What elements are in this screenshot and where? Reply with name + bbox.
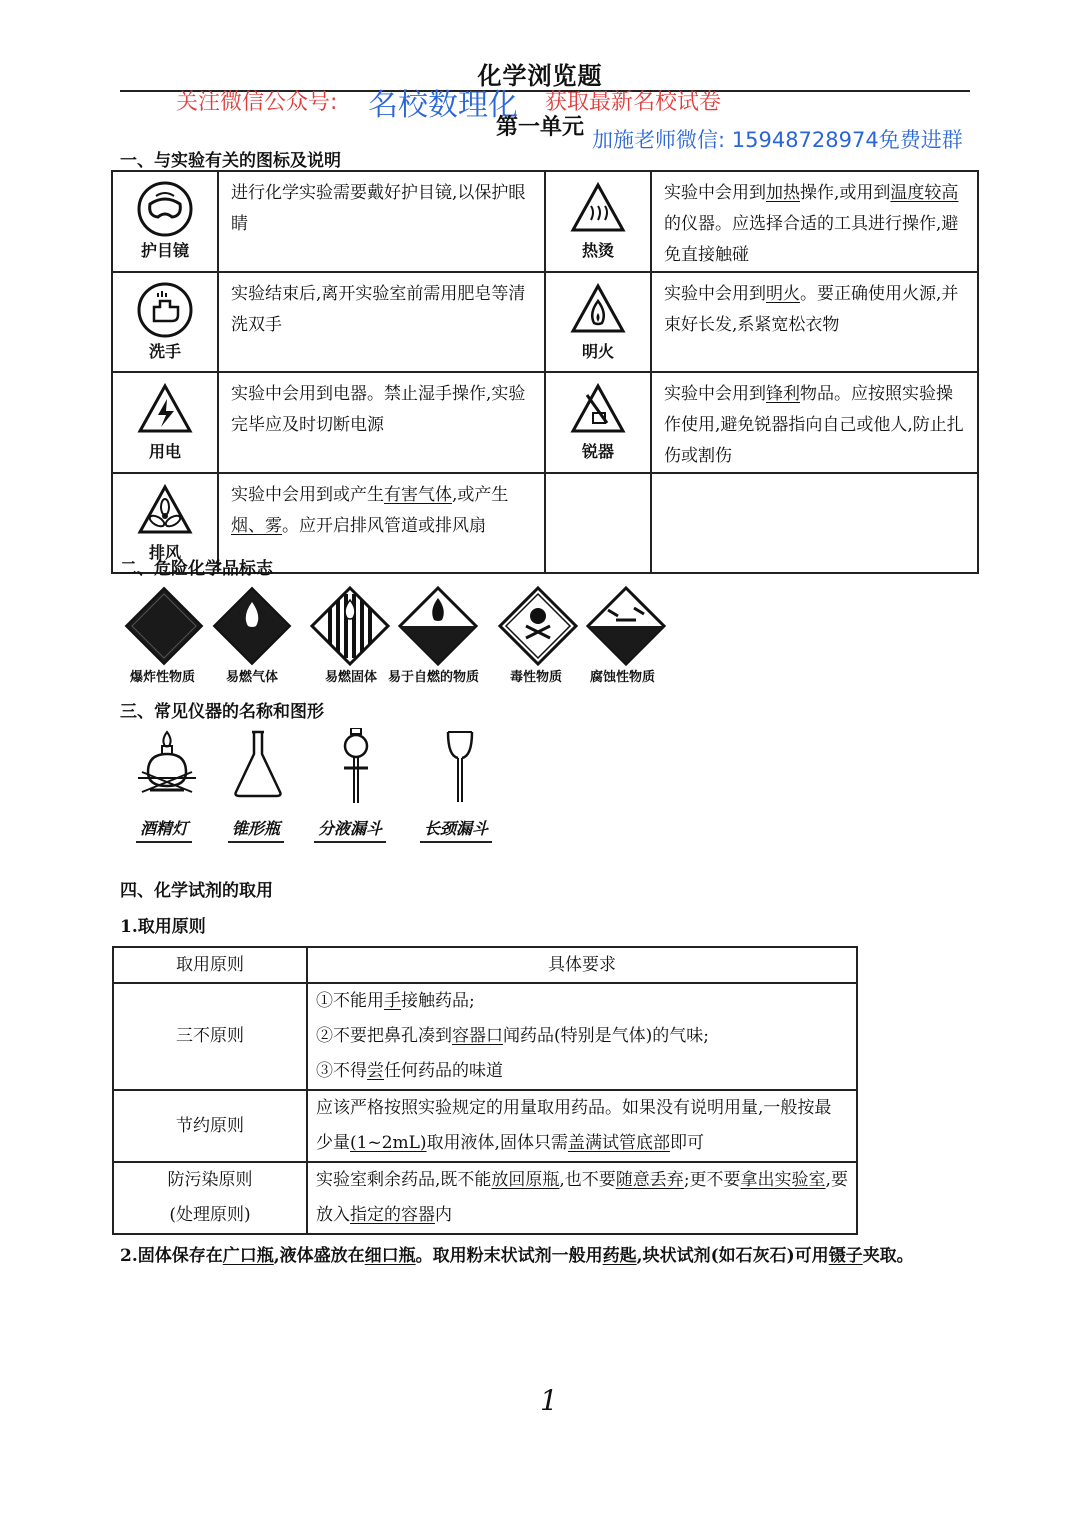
alcohol-lamp-icon <box>134 728 200 800</box>
toxic-diamond-icon <box>498 586 578 666</box>
hot-surface-desc: 实验中会用到加热操作,或用到温度较高的仪器。应选择合适的工具进行操作,避免直接触碰 <box>651 171 978 272</box>
watermark-text-3: 获取最新名校试卷 <box>545 90 722 115</box>
apparatus-label-long-neck-funnel: 长颈漏斗 <box>420 816 492 843</box>
open-flame-label: 明火 <box>581 342 614 361</box>
hazard-label-explosive: 爆炸性物质 <box>130 670 196 685</box>
page-number: 1 <box>540 1384 558 1417</box>
section3-heading: 三、常见仪器的名称和图形 <box>120 702 324 722</box>
sharp-object-cell <box>545 372 651 473</box>
rule-detail: 实验室剩余药品,既不能放回原瓶,也不要随意丢弃;更不要拿出实验室,要放入指定的容器内 <box>307 1162 857 1234</box>
hazard-label-flammable-solid: 易燃固体 <box>325 670 378 685</box>
reagent-rules-table <box>112 946 858 1235</box>
goggles-cell <box>112 171 218 272</box>
column-header: 取用原则 <box>113 947 307 983</box>
explosive-diamond-icon <box>124 586 204 666</box>
hazard-label-corrosive: 腐蚀性物质 <box>590 670 656 685</box>
apparatus-label-conical-flask: 锥形瓶 <box>228 816 284 843</box>
open-flame-desc: 实验中会用到明火。要正确使用火源,并束好长发,系紧宽松衣物 <box>651 272 978 372</box>
open-flame-icon <box>569 281 627 339</box>
column-header: 具体要求 <box>307 947 857 983</box>
electric-desc: 实验中会用到电器。禁止湿手操作,实验完毕应及时切断电源 <box>218 372 545 473</box>
sharp-object-label: 锐器 <box>581 442 614 461</box>
rule-detail: ①不能用手接触药品; ②不要把鼻孔凑到容器口闻药品(特别是气体)的气味; ③不得尝任何药品的味道 <box>307 983 857 1090</box>
exhaust-fan-icon <box>136 482 194 540</box>
section4-sub1: 1.取用原则 <box>120 917 206 937</box>
spontaneous-combustion-diamond-icon <box>398 586 478 666</box>
unit-title: 第一单元 <box>495 114 584 140</box>
hazard-label-spontaneous: 易于自燃的物质 <box>388 670 480 685</box>
hazard-label-flammable-gas: 易燃气体 <box>226 670 279 685</box>
storage-paragraph: 2.固体保存在广口瓶,液体盛放在细口瓶。取用粉末状试剂一般用药匙,块状试剂(如石灰石)可用镊子夹取。 <box>120 1246 914 1266</box>
exhaust-fan-label: 排风 <box>148 543 181 562</box>
electric-icon <box>136 381 194 439</box>
watermark-text-4: 加施老师微信: 15948728974免费进群 <box>592 128 963 152</box>
exhaust-fan-desc: 实验中会用到或产生有害气体,或产生烟、雾。应开启排风管道或排风扇 <box>218 473 545 573</box>
section2-heading: 二、危险化学品标志 <box>120 559 273 579</box>
rule-name: 三不原则 <box>113 983 307 1090</box>
conical-flask-icon <box>230 728 286 800</box>
goggles-desc: 进行化学实验需要戴好护目镜,以保护眼睛 <box>218 171 545 272</box>
corrosive-diamond-icon <box>586 586 666 666</box>
hand-wash-label: 洗手 <box>148 342 181 361</box>
sharp-object-desc: 实验中会用到锋利物品。应按照实验操作使用,避免锐器指向自己或他人,防止扎伤或割伤 <box>651 372 978 473</box>
rule-name: 防污染原则 (处理原则) <box>113 1162 307 1234</box>
watermark-text-2: 名校数理化 <box>368 88 518 123</box>
goggles-label: 护目镜 <box>140 241 189 260</box>
rule-name: 节约原则 <box>113 1090 307 1162</box>
electric-cell <box>112 372 218 473</box>
table-row <box>113 983 857 1090</box>
long-neck-funnel-icon <box>440 728 480 808</box>
hot-surface-label: 热烫 <box>581 241 614 260</box>
apparatus-label-alcohol-lamp: 酒精灯 <box>136 816 192 843</box>
page-title: 化学浏览题 <box>477 61 603 90</box>
flammable-gas-diamond-icon <box>212 586 292 666</box>
table-row <box>112 372 978 473</box>
table-header-row <box>113 947 857 983</box>
apparatus-label-separatory-funnel: 分液漏斗 <box>314 816 386 843</box>
watermark-text-1: 关注微信公众号: <box>176 90 338 115</box>
electric-label: 用电 <box>148 442 181 461</box>
hand-wash-icon <box>136 281 194 339</box>
hand-wash-desc: 实验结束后,离开实验室前需用肥皂等清洗双手 <box>218 272 545 372</box>
table-row <box>113 1162 857 1234</box>
hazard-label-toxic: 毒性物质 <box>510 670 563 685</box>
hand-wash-cell <box>112 272 218 372</box>
flammable-solid-diamond-icon <box>310 586 390 666</box>
table-row <box>113 1090 857 1162</box>
hot-surface-icon <box>569 180 627 238</box>
table-row <box>112 171 978 272</box>
separatory-funnel-icon <box>336 728 376 810</box>
hot-surface-cell <box>545 171 651 272</box>
empty-cell <box>545 473 651 573</box>
goggles-icon <box>136 180 194 238</box>
open-flame-cell <box>545 272 651 372</box>
section4-heading: 四、化学试剂的取用 <box>120 881 273 901</box>
table-row <box>112 272 978 372</box>
rule-detail: 应该严格按照实验规定的用量取用药品。如果没有说明用量,一般按最少量(1~2mL)取用液体,固体只需盖满试管底部即可 <box>307 1090 857 1162</box>
section1-heading: 一、与实验有关的图标及说明 <box>120 151 341 171</box>
safety-icons-table <box>111 170 979 574</box>
empty-cell <box>651 473 978 573</box>
sharp-object-icon <box>569 381 627 439</box>
